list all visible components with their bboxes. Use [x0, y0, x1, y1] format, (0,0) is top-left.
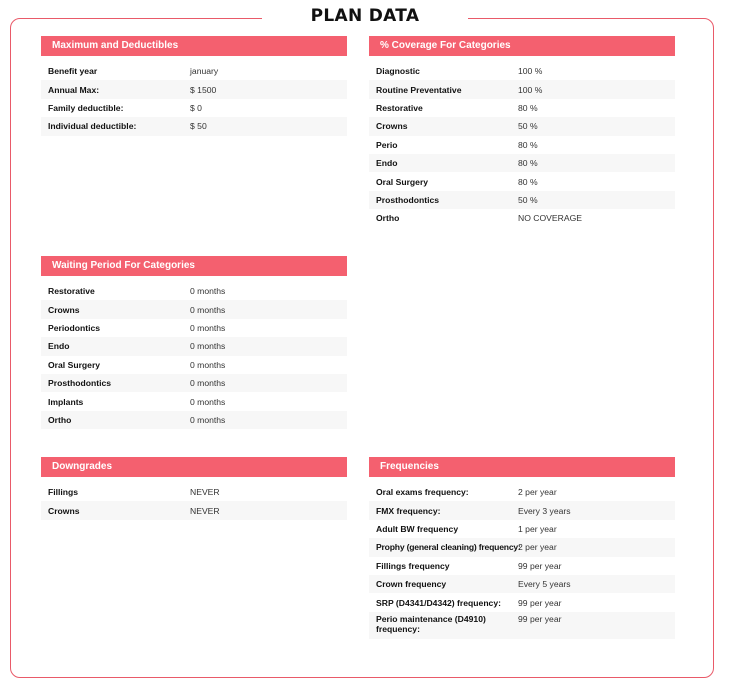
table-row: [41, 392, 347, 410]
row-value: Every 3 years: [518, 505, 571, 516]
section-coverage: [369, 36, 675, 228]
row-label: Restorative: [48, 286, 95, 297]
table-row: [369, 117, 675, 135]
row-label: Implants: [48, 396, 84, 407]
row-value: $ 0: [190, 102, 202, 113]
row-value: 0 months: [190, 396, 226, 407]
table-row: [369, 99, 675, 117]
table-row: [369, 154, 675, 172]
row-value: 80 %: [518, 158, 538, 169]
row-value: 80 %: [518, 139, 538, 150]
rows-downgrades: [41, 483, 347, 520]
row-value: NEVER: [190, 505, 220, 516]
row-value: 0 months: [190, 359, 226, 370]
rows-max-deductibles: [41, 62, 347, 136]
table-row: [41, 99, 347, 117]
row-value: 50 %: [518, 194, 538, 205]
row-label: Routine Preventative: [376, 84, 462, 95]
row-label: Endo: [376, 158, 398, 169]
table-row: [369, 172, 675, 190]
table-row: [369, 520, 675, 538]
row-value: 50 %: [518, 121, 538, 132]
section-downgrades: [41, 457, 347, 520]
row-value: 99 per year: [518, 597, 562, 608]
row-value: 1 per year: [518, 523, 557, 534]
row-label: Ortho: [48, 414, 72, 425]
row-value: 2 per year: [518, 487, 557, 498]
row-label: Oral Surgery: [376, 176, 429, 187]
row-value: $ 50: [190, 121, 207, 132]
row-value: 0 months: [190, 286, 226, 297]
table-row: [369, 612, 675, 639]
table-row: [41, 483, 347, 501]
row-value: 2 per year: [518, 542, 557, 553]
page-title: PLAN DATA: [310, 6, 420, 26]
table-row: [41, 62, 347, 80]
row-value: Every 5 years: [518, 579, 571, 590]
table-row: [369, 136, 675, 154]
row-label: Family deductible:: [48, 102, 124, 113]
row-value: 80 %: [518, 102, 538, 113]
row-label: Individual deductible:: [48, 121, 137, 132]
row-label: Prophy (general cleaning) frequency:: [376, 542, 521, 553]
row-value: 80 %: [518, 176, 538, 187]
row-value: 0 months: [190, 414, 226, 425]
row-label: Oral exams frequency:: [376, 487, 469, 498]
row-value: 100 %: [518, 66, 543, 77]
table-row: [369, 575, 675, 593]
table-row: [369, 191, 675, 209]
row-value: 99 per year: [518, 560, 562, 571]
page-title-wrap: [262, 2, 468, 30]
row-label: Crowns: [376, 121, 408, 132]
row-label: SRP (D4341/D4342) frequency:: [376, 597, 501, 608]
table-row: [369, 557, 675, 575]
row-value: 0 months: [190, 304, 226, 315]
row-label: Diagnostic: [376, 66, 420, 77]
row-value: 0 months: [190, 341, 226, 352]
rows-coverage: [369, 62, 675, 228]
row-value: NO COVERAGE: [518, 213, 582, 224]
section-frequencies: [369, 457, 675, 639]
row-label: Crowns: [48, 304, 80, 315]
table-row: [369, 538, 675, 556]
section-header: Waiting Period For Categories: [41, 256, 347, 276]
row-label: Fillings: [48, 487, 79, 498]
row-label: Crowns: [48, 505, 80, 516]
table-row: [41, 501, 347, 519]
table-row: [41, 374, 347, 392]
row-label: Prosthodontics: [48, 378, 112, 389]
row-label: Perio maintenance (D4910) frequency:: [376, 613, 486, 634]
row-label: Annual Max:: [48, 84, 100, 95]
row-value: january: [190, 66, 219, 77]
row-value: 0 months: [190, 378, 226, 389]
row-value: 100 %: [518, 84, 543, 95]
row-label: Periodontics: [48, 322, 101, 333]
row-value: 99 per year: [518, 613, 562, 624]
table-row: [41, 356, 347, 374]
table-row: [41, 80, 347, 98]
row-label: Ortho: [376, 213, 400, 224]
row-label: Endo: [48, 341, 70, 352]
table-row: [41, 300, 347, 318]
row-label: FMX frequency:: [376, 505, 441, 516]
table-row: [41, 117, 347, 135]
table-row: [41, 411, 347, 429]
row-label: Prosthodontics: [376, 194, 440, 205]
table-row: [369, 483, 675, 501]
rows-frequencies: [369, 483, 675, 639]
row-value: 0 months: [190, 322, 226, 333]
table-row: [41, 337, 347, 355]
table-row: [41, 282, 347, 300]
section-max-deductibles: [41, 36, 347, 136]
row-value: NEVER: [190, 487, 220, 498]
row-label: Adult BW frequency: [376, 523, 459, 534]
row-label: Benefit year: [48, 66, 98, 77]
section-header: Maximum and Deductibles: [41, 36, 347, 56]
row-label: Restorative: [376, 102, 423, 113]
table-row: [369, 80, 675, 98]
table-row: [369, 593, 675, 611]
row-label: Fillings frequency: [376, 560, 450, 571]
table-row: [369, 62, 675, 80]
table-row: [41, 319, 347, 337]
table-row: [369, 501, 675, 519]
row-label: Oral Surgery: [48, 359, 101, 370]
row-label: Crown frequency: [376, 579, 447, 590]
row-label: Perio: [376, 139, 398, 150]
section-header: Frequencies: [369, 457, 675, 477]
rows-waiting: [41, 282, 347, 429]
row-value: $ 1500: [190, 84, 217, 95]
section-header: % Coverage For Categories: [369, 36, 675, 56]
section-waiting-period: [41, 256, 347, 429]
table-row: [369, 209, 675, 227]
section-header: Downgrades: [41, 457, 347, 477]
